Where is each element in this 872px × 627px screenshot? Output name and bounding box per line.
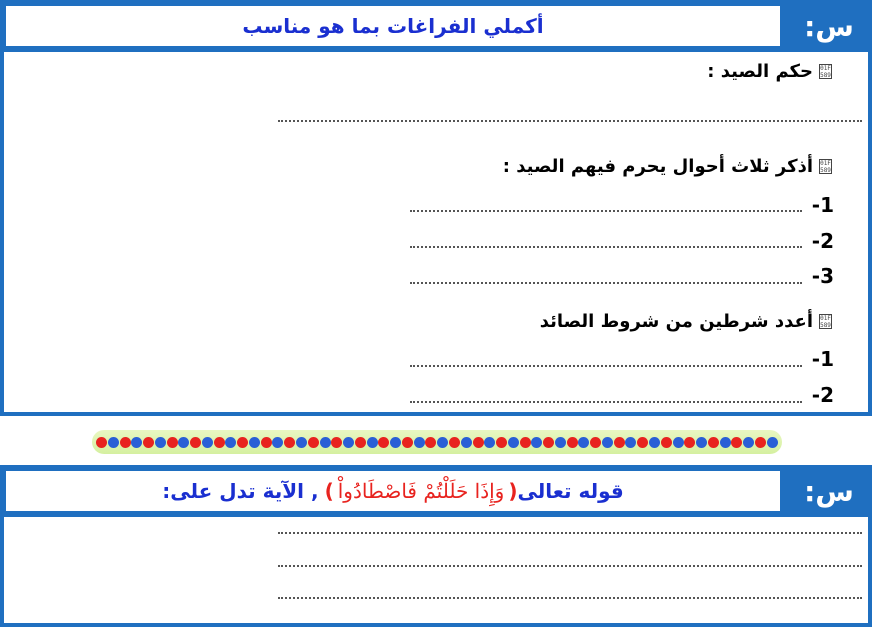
- answer-line[interactable]: [410, 210, 802, 212]
- question-title-box: [6, 6, 780, 46]
- bead-dot: [214, 437, 225, 448]
- bead-dot: [237, 437, 248, 448]
- bead-dot: [731, 437, 742, 448]
- bead-dot: [367, 437, 378, 448]
- verse-open: (: [508, 479, 518, 503]
- bead-dot: [155, 437, 166, 448]
- verse-prefix: قوله تعالى: [517, 479, 624, 503]
- question-label: س:: [804, 9, 854, 43]
- bead-dot: [390, 437, 401, 448]
- bead-dot: [696, 437, 707, 448]
- bead-dot: [567, 437, 578, 448]
- verse-suffix: , الآية تدل على:: [162, 479, 319, 503]
- list-number: 1-: [811, 193, 834, 217]
- item-label: أذكر ثلاث أحوال يحرم فيهم الصيد :: [502, 155, 813, 177]
- item-label: أعدد شرطين من شروط الصائد: [539, 310, 813, 332]
- answer-line[interactable]: [278, 120, 862, 122]
- bead-dot: [661, 437, 672, 448]
- bead-dot: [190, 437, 201, 448]
- bullet-marker-icon: 01F 589: [820, 159, 831, 174]
- answer-line[interactable]: [278, 597, 862, 599]
- list-number: 2-: [811, 383, 834, 407]
- bead-dot: [402, 437, 413, 448]
- bead-dot: [425, 437, 436, 448]
- question-body-1: [0, 52, 872, 416]
- question-header-2: [0, 465, 872, 517]
- bead-dot: [355, 437, 366, 448]
- bead-divider: [92, 430, 782, 454]
- bead-dot: [178, 437, 189, 448]
- bead-dot: [684, 437, 695, 448]
- bead-dot: [120, 437, 131, 448]
- bead-dot: [555, 437, 566, 448]
- bead-dot: [496, 437, 507, 448]
- item-hunter-conditions: [540, 308, 832, 334]
- bead-dot: [484, 437, 495, 448]
- bead-dot: [473, 437, 484, 448]
- bead-dot: [272, 437, 283, 448]
- bead-dot: [320, 437, 331, 448]
- bead-dot: [578, 437, 589, 448]
- answer-line[interactable]: [278, 565, 862, 567]
- bead-dot: [602, 437, 613, 448]
- bead-dot: [508, 437, 519, 448]
- bead-dot: [414, 437, 425, 448]
- item-forbidden-cases: [503, 153, 832, 179]
- question-title: أكملي الفراغات بما هو مناسب: [242, 14, 544, 38]
- bead-dot: [284, 437, 295, 448]
- bead-dot: [378, 437, 389, 448]
- bead-dot: [743, 437, 754, 448]
- bead-dot: [590, 437, 601, 448]
- bead-dot: [531, 437, 542, 448]
- bead-dot: [167, 437, 178, 448]
- bead-dot: [131, 437, 142, 448]
- verse-close: ): [324, 479, 334, 503]
- answer-line[interactable]: [410, 365, 802, 367]
- bead-dot: [108, 437, 119, 448]
- bead-dot: [249, 437, 260, 448]
- item-label: حكم الصيد :: [707, 60, 813, 82]
- verse-text: وَإِذَا حَلَلْتُمْ فَاصْطَادُواْ: [337, 479, 505, 503]
- bead-dot: [720, 437, 731, 448]
- bead-dot: [543, 437, 554, 448]
- question-header-1: [0, 0, 872, 52]
- answer-line[interactable]: [278, 532, 862, 534]
- bead-dot: [343, 437, 354, 448]
- bead-dot: [708, 437, 719, 448]
- bullet-marker-icon: 01F 589: [820, 314, 831, 329]
- bead-dot: [637, 437, 648, 448]
- answer-line[interactable]: [410, 282, 802, 284]
- bead-dot: [461, 437, 472, 448]
- bead-dot: [296, 437, 307, 448]
- bead-dot: [331, 437, 342, 448]
- bead-dot: [143, 437, 154, 448]
- question-text-box: [6, 471, 780, 511]
- list-number: 1-: [811, 347, 834, 371]
- bullet-marker-icon: 01F 589: [820, 64, 831, 79]
- bead-dot: [614, 437, 625, 448]
- bead-dot: [755, 437, 766, 448]
- bead-dot: [437, 437, 448, 448]
- list-number: 3-: [811, 264, 834, 288]
- bead-dot: [202, 437, 213, 448]
- bead-dot: [520, 437, 531, 448]
- bead-dot: [625, 437, 636, 448]
- bead-dot: [649, 437, 660, 448]
- bead-dot: [767, 437, 778, 448]
- bead-dot: [308, 437, 319, 448]
- bead-dot: [225, 437, 236, 448]
- bead-dot: [449, 437, 460, 448]
- item-hunting-ruling: [707, 58, 832, 84]
- list-number: 2-: [811, 229, 834, 253]
- bead-dot: [261, 437, 272, 448]
- bead-dot: [96, 437, 107, 448]
- answer-line[interactable]: [410, 246, 802, 248]
- bead-dot: [673, 437, 684, 448]
- answer-line[interactable]: [410, 401, 802, 403]
- question-label: س:: [804, 474, 854, 508]
